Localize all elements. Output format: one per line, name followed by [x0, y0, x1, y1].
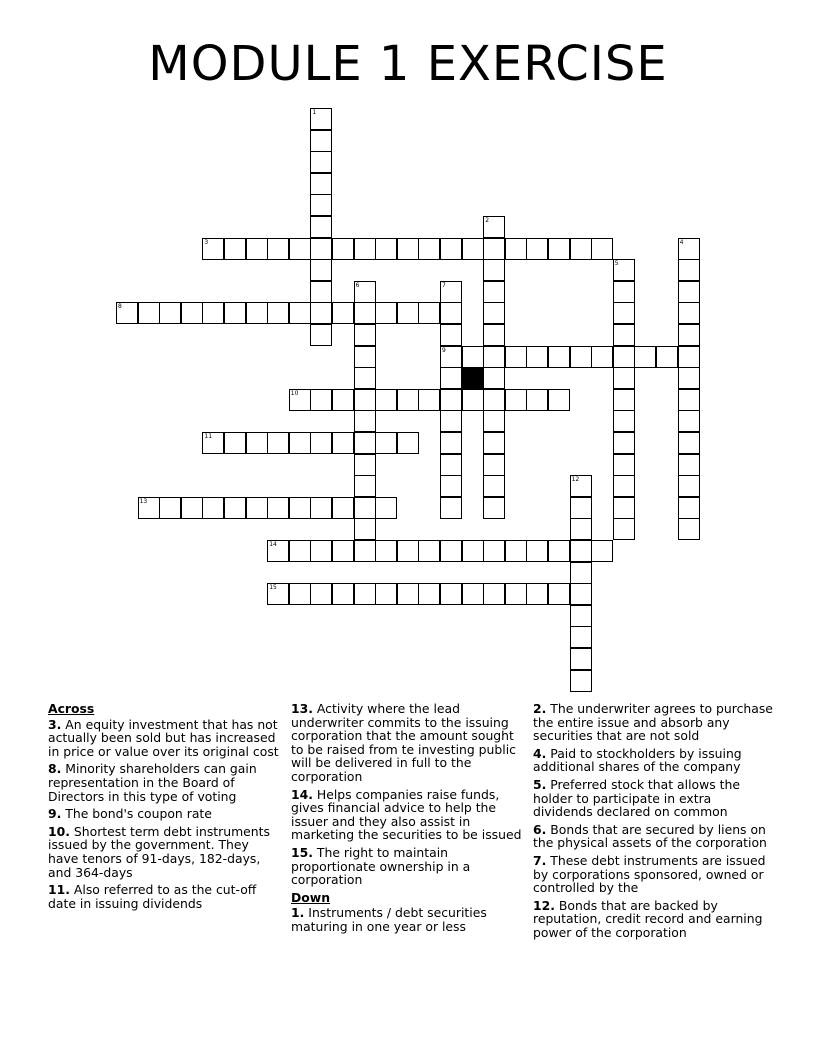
grid-cell[interactable]: [613, 302, 635, 324]
grid-cell[interactable]: [397, 540, 419, 562]
clue-number: 4.: [533, 745, 547, 761]
grid-cell[interactable]: [483, 259, 505, 281]
clue-down-2: [533, 702, 773, 743]
grid-cell[interactable]: [678, 238, 700, 260]
grid-cell[interactable]: [181, 302, 203, 324]
grid-cell[interactable]: [202, 497, 224, 519]
clue-number: 13.: [291, 701, 313, 716]
grid-cell[interactable]: [483, 497, 505, 519]
grid-cell[interactable]: [570, 562, 592, 584]
grid-cell[interactable]: [354, 497, 376, 519]
clue-number: 11.: [48, 882, 70, 898]
grid-cell[interactable]: [483, 302, 505, 324]
clue-down-6: [533, 823, 773, 850]
clue-number-label: 9: [442, 346, 446, 354]
grid-cell[interactable]: [613, 518, 635, 540]
grid-cell[interactable]: [613, 324, 635, 346]
grid-cell[interactable]: [418, 302, 440, 324]
grid-cell[interactable]: [332, 497, 354, 519]
clue-down-7: [533, 854, 773, 895]
grid-cell[interactable]: [397, 238, 419, 260]
grid-cell[interactable]: [224, 432, 246, 454]
grid-cell[interactable]: [310, 130, 332, 152]
grid-cell[interactable]: [418, 583, 440, 605]
clue-text: Shortest term debt instruments issued by the government. They have tenors of 91-days, 182-days, and 364-days: [48, 823, 270, 880]
grid-cell[interactable]: [613, 454, 635, 476]
grid-cell[interactable]: [267, 238, 289, 260]
grid-cell[interactable]: [224, 497, 246, 519]
clue-number: 10.: [48, 823, 70, 839]
grid-cell[interactable]: [678, 259, 700, 281]
grid-cell[interactable]: [526, 583, 548, 605]
grid-cell[interactable]: [483, 281, 505, 303]
grid-cell[interactable]: [678, 432, 700, 454]
grid-cell[interactable]: [354, 324, 376, 346]
clue-text: The underwriter agrees to purchase the entire issue and absorb any securities that are not sold: [533, 701, 773, 744]
grid-cell[interactable]: [483, 454, 505, 476]
grid-cell[interactable]: [440, 410, 462, 432]
grid-cell[interactable]: [440, 302, 462, 324]
grid-cell[interactable]: [440, 367, 462, 389]
clue-number-label: 11: [204, 433, 213, 440]
grid-cell[interactable]: [483, 367, 505, 389]
grid-cell[interactable]: [483, 410, 505, 432]
grid-cell[interactable]: [138, 302, 160, 324]
clue-text: Also referred to as the cut-off date in issuing dividends: [48, 882, 257, 911]
grid-cell[interactable]: [310, 151, 332, 173]
grid-cell[interactable]: [289, 389, 311, 411]
grid-cell[interactable]: [570, 475, 592, 497]
grid-cell[interactable]: [267, 540, 289, 562]
clue-text: An equity investment that has not actually been sold but has increased in price or value over its original cost: [48, 716, 279, 759]
clue-number-label: 15: [269, 584, 277, 592]
clue-across-9: [48, 807, 283, 821]
black-cell: [462, 367, 484, 389]
grid-cell[interactable]: [570, 583, 592, 605]
grid-cell[interactable]: [310, 238, 332, 260]
grid-cell[interactable]: [678, 324, 700, 346]
grid-cell[interactable]: [570, 626, 592, 648]
grid-cell[interactable]: [678, 346, 700, 368]
grid-cell[interactable]: [246, 238, 268, 260]
clue-across-3: [48, 718, 283, 759]
grid-cell[interactable]: [418, 389, 440, 411]
clue-number: 2.: [533, 701, 547, 716]
clue-text: Minority shareholders can gain representation in the Board of Directors in this type of voting: [48, 761, 257, 804]
grid-cell[interactable]: [116, 302, 138, 324]
clue-number: 12.: [533, 897, 555, 913]
grid-cell[interactable]: [678, 302, 700, 324]
clue-across-8: [48, 762, 283, 803]
clue-text: Bonds that are secured by liens on the physical assets of the corporation: [533, 821, 767, 851]
grid-cell[interactable]: [289, 238, 311, 260]
grid-cell[interactable]: [310, 259, 332, 281]
grid-cell[interactable]: [267, 432, 289, 454]
grid-cell[interactable]: [397, 302, 419, 324]
grid-cell[interactable]: [310, 108, 332, 130]
grid-cell[interactable]: [505, 238, 527, 260]
grid-cell[interactable]: [591, 346, 613, 368]
clue-number: 5.: [533, 776, 547, 792]
grid-cell[interactable]: [613, 497, 635, 519]
clue-number: 6.: [533, 821, 547, 837]
grid-cell[interactable]: [678, 410, 700, 432]
clue-column-left: [48, 702, 283, 914]
clue-number-label: 7: [442, 281, 446, 289]
grid-cell[interactable]: [289, 540, 311, 562]
grid-cell[interactable]: [375, 540, 397, 562]
grid-cell[interactable]: [678, 518, 700, 540]
clue-column-right: [533, 702, 773, 944]
grid-cell[interactable]: [483, 540, 505, 562]
clue-across-10: [48, 825, 283, 879]
grid-cell[interactable]: [418, 540, 440, 562]
grid-cell[interactable]: [678, 281, 700, 303]
grid-cell[interactable]: [548, 583, 570, 605]
grid-cell[interactable]: [548, 346, 570, 368]
clue-number: 9.: [48, 806, 62, 822]
grid-cell[interactable]: [224, 238, 246, 260]
grid-cell[interactable]: [310, 540, 332, 562]
grid-cell[interactable]: [505, 540, 527, 562]
grid-cell[interactable]: [375, 583, 397, 605]
clue-down-5: [533, 778, 773, 819]
grid-cell[interactable]: [483, 324, 505, 346]
clue-down-1: [291, 906, 526, 933]
grid-cell[interactable]: [570, 540, 592, 562]
grid-cell[interactable]: [397, 432, 419, 454]
grid-cell[interactable]: [505, 389, 527, 411]
clue-number: 8.: [48, 761, 62, 777]
grid-cell[interactable]: [483, 346, 505, 368]
grid-cell[interactable]: [354, 389, 376, 411]
grid-cell[interactable]: [354, 583, 376, 605]
grid-cell[interactable]: [332, 302, 354, 324]
grid-cell[interactable]: [570, 346, 592, 368]
grid-cell[interactable]: [397, 389, 419, 411]
grid-cell[interactable]: [591, 540, 613, 562]
grid-cell[interactable]: [440, 281, 462, 303]
grid-cell[interactable]: [289, 497, 311, 519]
grid-cell[interactable]: [354, 238, 376, 260]
grid-cell[interactable]: [267, 497, 289, 519]
clue-across-15: [291, 846, 526, 887]
clue-number: 3.: [48, 716, 62, 732]
grid-cell[interactable]: [354, 475, 376, 497]
grid-cell[interactable]: [570, 497, 592, 519]
clue-across-11: [48, 883, 283, 910]
grid-cell[interactable]: [267, 302, 289, 324]
grid-cell[interactable]: [224, 302, 246, 324]
grid-cell[interactable]: [526, 346, 548, 368]
grid-cell[interactable]: [613, 367, 635, 389]
grid-cell[interactable]: [483, 216, 505, 238]
grid-cell[interactable]: [397, 583, 419, 605]
clue-number-label: 14: [269, 541, 277, 548]
grid-cell[interactable]: [613, 346, 635, 368]
clue-text: Activity where the lead underwriter commits to the issuing corporation that the amount sought to be raised from te investing public will be delivered in full to the corporation: [291, 701, 516, 784]
grid-cell[interactable]: [570, 605, 592, 627]
grid-cell[interactable]: [332, 389, 354, 411]
grid-cell[interactable]: [354, 346, 376, 368]
clue-text: These debt instruments are issued by corporations sponsored, owned or controlled by the: [533, 852, 766, 896]
grid-cell[interactable]: [354, 367, 376, 389]
clue-column-middle: [291, 702, 526, 938]
clue-number: 14.: [291, 786, 313, 802]
grid-cell[interactable]: [440, 346, 462, 368]
clue-across-13: [291, 702, 526, 784]
grid-cell[interactable]: [267, 583, 289, 605]
grid-cell[interactable]: [138, 497, 160, 519]
grid-cell[interactable]: [332, 432, 354, 454]
grid-cell[interactable]: [505, 583, 527, 605]
clue-number-label: 12: [571, 476, 580, 484]
grid-cell[interactable]: [354, 432, 376, 454]
grid-cell[interactable]: [613, 281, 635, 303]
page-title: MODULE 1 EXERCISE: [148, 36, 668, 92]
grid-cell[interactable]: [526, 540, 548, 562]
grid-cell[interactable]: [440, 389, 462, 411]
clue-text: Preferred stock that allows the holder to participate in extra dividends declared on common: [533, 776, 740, 820]
grid-cell[interactable]: [310, 389, 332, 411]
clue-number: 1.: [291, 905, 305, 921]
clue-down-4: [533, 747, 773, 774]
grid-cell[interactable]: [440, 475, 462, 497]
grid-cell[interactable]: [548, 238, 570, 260]
grid-cell[interactable]: [310, 194, 332, 216]
grid-cell[interactable]: [354, 281, 376, 303]
grid-cell[interactable]: [440, 497, 462, 519]
clue-number-label: 10: [290, 389, 299, 397]
grid-cell[interactable]: [440, 454, 462, 476]
grid-cell[interactable]: [375, 497, 397, 519]
grid-cell[interactable]: [310, 173, 332, 195]
grid-cell[interactable]: [548, 389, 570, 411]
clue-text: Instruments / debt securities maturing in one year or less: [291, 905, 487, 934]
clue-across-14: [291, 788, 526, 842]
grid-cell[interactable]: [678, 389, 700, 411]
grid-cell[interactable]: [483, 389, 505, 411]
grid-cell[interactable]: [289, 432, 311, 454]
grid-cell[interactable]: [310, 281, 332, 303]
grid-cell[interactable]: [202, 238, 224, 260]
clue-number-label: 6: [355, 281, 360, 289]
grid-cell[interactable]: [159, 497, 181, 519]
grid-cell[interactable]: [483, 432, 505, 454]
grid-cell[interactable]: [505, 346, 527, 368]
clue-number: 7.: [533, 852, 547, 868]
grid-cell[interactable]: [678, 367, 700, 389]
grid-cell[interactable]: [678, 497, 700, 519]
grid-cell[interactable]: [202, 432, 224, 454]
grid-cell[interactable]: [202, 302, 224, 324]
clue-text: Helps companies raise funds, gives financial advice to help the issuer and they also assist in marketing the securities to be issued: [291, 786, 522, 843]
clue-number-label: 2: [485, 217, 490, 224]
down-heading: Down: [291, 889, 331, 905]
clue-text: The right to maintain proportionate ownership in a corporation: [291, 844, 471, 888]
grid-cell[interactable]: [678, 475, 700, 497]
clue-number-label: 1: [312, 109, 317, 116]
grid-cell[interactable]: [678, 454, 700, 476]
grid-cell[interactable]: [310, 583, 332, 605]
grid-cell[interactable]: [570, 648, 592, 670]
grid-cell[interactable]: [418, 238, 440, 260]
grid-cell[interactable]: [570, 518, 592, 540]
grid-cell[interactable]: [440, 540, 462, 562]
clue-number-label: 4: [679, 238, 684, 246]
clue-number-label: 8: [118, 303, 122, 311]
grid-cell[interactable]: [310, 324, 332, 346]
grid-cell[interactable]: [354, 454, 376, 476]
grid-cell[interactable]: [354, 540, 376, 562]
grid-cell[interactable]: [462, 238, 484, 260]
grid-cell[interactable]: [440, 583, 462, 605]
grid-cell[interactable]: [310, 302, 332, 324]
clue-down-12: [533, 899, 773, 940]
clue-text: Paid to stockholders by issuing additional shares of the company: [533, 745, 742, 775]
across-heading: Across: [48, 701, 95, 716]
grid-cell[interactable]: [613, 432, 635, 454]
grid-cell[interactable]: [181, 497, 203, 519]
grid-cell[interactable]: [375, 302, 397, 324]
grid-cell[interactable]: [570, 238, 592, 260]
grid-cell[interactable]: [375, 238, 397, 260]
grid-cell[interactable]: [289, 302, 311, 324]
grid-cell[interactable]: [246, 497, 268, 519]
grid-cell[interactable]: [591, 238, 613, 260]
grid-cell[interactable]: [483, 475, 505, 497]
grid-cell[interactable]: [548, 540, 570, 562]
grid-cell[interactable]: [440, 432, 462, 454]
clue-number-label: 13: [139, 497, 148, 505]
grid-cell[interactable]: [375, 432, 397, 454]
grid-cell[interactable]: [289, 583, 311, 605]
grid-cell[interactable]: [526, 238, 548, 260]
clue-number-label: 3: [204, 238, 209, 246]
grid-cell[interactable]: [440, 324, 462, 346]
grid-cell[interactable]: [310, 216, 332, 238]
grid-cell[interactable]: [462, 389, 484, 411]
grid-cell[interactable]: [613, 259, 635, 281]
grid-cell[interactable]: [613, 410, 635, 432]
grid-cell[interactable]: [570, 670, 592, 692]
grid-cell[interactable]: [332, 583, 354, 605]
grid-cell[interactable]: [159, 302, 181, 324]
grid-cell[interactable]: [656, 346, 678, 368]
clue-text: Bonds that are backed by reputation, credit record and earning power of the corporation: [533, 897, 763, 940]
grid-cell[interactable]: [354, 410, 376, 432]
grid-cell[interactable]: [246, 432, 268, 454]
grid-cell[interactable]: [462, 583, 484, 605]
grid-cell[interactable]: [440, 238, 462, 260]
grid-cell[interactable]: [613, 389, 635, 411]
clue-text: The bond's coupon rate: [65, 806, 212, 822]
grid-cell[interactable]: [462, 540, 484, 562]
grid-cell[interactable]: [375, 389, 397, 411]
grid-cell[interactable]: [246, 302, 268, 324]
clue-number-label: 5: [614, 260, 619, 268]
grid-cell[interactable]: [483, 583, 505, 605]
grid-cell[interactable]: [310, 497, 332, 519]
clue-number: 15.: [291, 844, 313, 860]
grid-cell[interactable]: [634, 346, 656, 368]
grid-cell[interactable]: [526, 389, 548, 411]
grid-cell[interactable]: [310, 432, 332, 454]
grid-cell[interactable]: [354, 302, 376, 324]
grid-cell[interactable]: [332, 540, 354, 562]
grid-cell[interactable]: [354, 518, 376, 540]
grid-cell[interactable]: [462, 346, 484, 368]
grid-cell[interactable]: [483, 238, 505, 260]
grid-cell[interactable]: [613, 475, 635, 497]
grid-cell[interactable]: [332, 238, 354, 260]
